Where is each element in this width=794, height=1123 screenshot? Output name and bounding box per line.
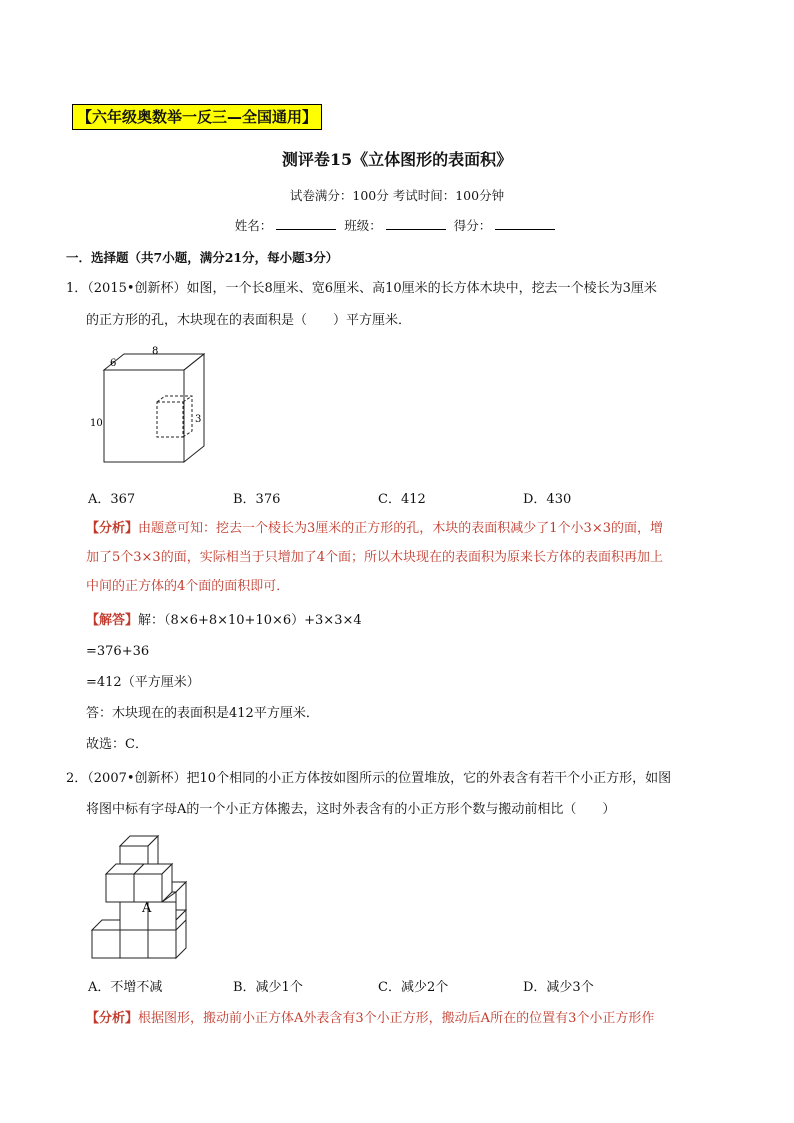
class-field[interactable] (386, 217, 446, 230)
q1-answer-line1 (86, 607, 362, 635)
option-d[interactable]: D．430 (523, 492, 572, 507)
score-label: 得分： (453, 218, 492, 233)
question-1-line2: 的正方形的孔，木块现在的表面积是（ ）平方厘米． (86, 313, 412, 328)
name-label: 姓名： (234, 218, 273, 233)
option-d[interactable]: D．减少3个 (523, 980, 594, 995)
page-title: 测评卷15《立体图形的表面积》 (281, 150, 513, 169)
option-b[interactable]: B．376 (233, 492, 281, 507)
q2-analysis-line1 (86, 1005, 654, 1033)
label-height: 10 (90, 418, 103, 429)
q1-answer-line4: 答：木块现在的表面积是412平方厘米． (86, 706, 319, 721)
option-c[interactable]: C．减少2个 (378, 980, 449, 995)
label-length: 8 (152, 346, 159, 357)
option-a[interactable]: A．367 (88, 492, 136, 507)
option-b[interactable]: B．减少1个 (233, 980, 303, 995)
question-2-line1: 2．（2007•创新杯）把10个相同的小正方体按如图所示的位置堆放，它的外表含有若干个小正方形，如图 (66, 771, 672, 786)
q1-analysis-line1 (86, 515, 663, 543)
section-heading: 一．选择题（共7小题，满分21分，每小题3分） (66, 250, 339, 265)
exam-info: 试卷满分：100分 考试时间：100分钟 (289, 188, 505, 203)
score-field[interactable] (495, 217, 555, 230)
student-info-line (0, 216, 794, 234)
analysis-tag: 【分析】 (86, 1011, 139, 1026)
q1-answer-line3: =412（平方厘米） (86, 675, 200, 690)
label-hole: 3 (195, 414, 202, 425)
name-field[interactable] (276, 217, 336, 230)
q1-analysis-line3: 中间的正方体的4个面的面积即可． (86, 579, 290, 594)
analysis-tag: 【分析】 (86, 521, 139, 536)
cube-stack-figure (86, 830, 196, 965)
question-1-options (88, 488, 668, 507)
q1-analysis-line2: 加了5个3×3的面，实际相当于只增加了4个面；所以木块现在的表面积为原来长方体的表面积再加上 (86, 550, 663, 565)
question-2-options (88, 976, 668, 995)
question-1-line1: 1．（2015•创新杯）如图，一个长8厘米、宽6厘米、高10厘米的长方体木块中，挖去一个棱长为3厘米 (66, 281, 657, 296)
label-width: 6 (110, 358, 117, 369)
q1-answer-line2: =376+36 (86, 644, 150, 659)
cuboid-figure (80, 344, 220, 464)
analysis-text: 根据图形，搬动前小正方体A外表含有3个小正方形，搬动后A所在的位置有3个小正方形作 (138, 1011, 655, 1026)
q1-answer-choice: 故选：C． (86, 737, 148, 752)
cube-a-label: A (142, 901, 152, 916)
answer-text: 解：（8×6+8×10+10×6）+3×3×4 (138, 613, 362, 628)
series-header-tag: 【六年级奥数举一反三—全国通用】 (72, 104, 322, 130)
analysis-text: 由题意可知：挖去一个棱长为3厘米的正方形的孔，木块的表面积减少了1个小3×3的面，增 (138, 521, 663, 536)
option-a[interactable]: A．不增不减 (88, 980, 163, 995)
answer-tag: 【解答】 (86, 613, 139, 628)
question-2-line2: 将图中标有字母A的一个小正方体搬去，这时外表含有的小正方形个数与搬动前相比（ ） (86, 802, 616, 817)
class-label: 班级： (344, 218, 382, 233)
option-c[interactable]: C．412 (378, 492, 426, 507)
